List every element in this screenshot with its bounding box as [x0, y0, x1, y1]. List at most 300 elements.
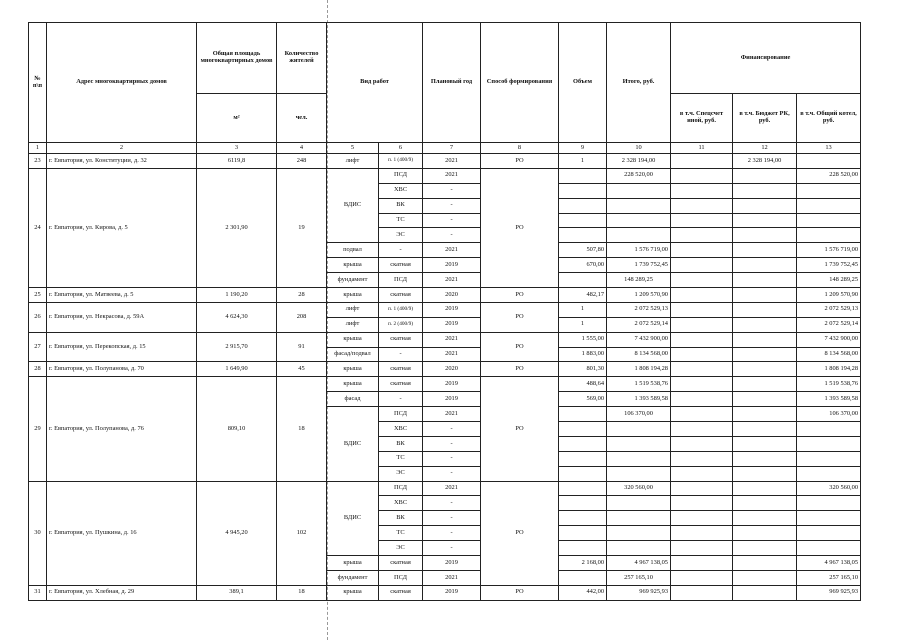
table-cell: 2021 — [423, 347, 481, 362]
table-cell: 148 289,25 — [797, 273, 861, 288]
table-cell: 2 072 529,13 — [797, 302, 861, 317]
table-cell — [797, 496, 861, 511]
table-cell: 6119,8 — [197, 154, 277, 169]
table-cell: г. Евпатория, ул. Кирова, д. 5 — [47, 168, 197, 287]
table-cell: 969 925,93 — [607, 585, 671, 600]
table-cell: крыша — [327, 332, 379, 347]
col-number: 7 — [423, 143, 481, 154]
table-cell — [671, 258, 733, 273]
table-cell: - — [423, 422, 481, 437]
table-cell — [733, 526, 797, 541]
table-cell: п. 2 (400/9) — [379, 317, 423, 332]
header-volume: Объем — [559, 23, 607, 143]
table-cell — [671, 377, 733, 392]
table-cell — [797, 228, 861, 243]
table-cell: фундамент — [327, 273, 379, 288]
table-cell: 23 — [29, 154, 47, 169]
table-cell — [733, 496, 797, 511]
table-cell: 1 — [559, 317, 607, 332]
table-cell: 809,10 — [197, 377, 277, 481]
table-cell: 2019 — [423, 302, 481, 317]
table-cell: 30 — [29, 481, 47, 585]
table-cell: 102 — [277, 481, 327, 585]
table-cell: 2 072 529,13 — [607, 302, 671, 317]
table-cell: г. Евпатория, ул. Полупанова, д. 70 — [47, 362, 197, 377]
table-cell — [559, 541, 607, 556]
table-cell: - — [423, 198, 481, 213]
table-cell — [797, 451, 861, 466]
table-cell: 4 967 138,05 — [797, 556, 861, 571]
table-cell: 7 432 900,00 — [797, 332, 861, 347]
table-cell: 2021 — [423, 243, 481, 258]
header-residents: Количество жителей — [277, 23, 327, 94]
table-cell — [733, 407, 797, 422]
table-cell: 208 — [277, 302, 327, 332]
table-cell: 2 301,90 — [197, 168, 277, 287]
table-cell — [733, 317, 797, 332]
table-cell — [797, 422, 861, 437]
table-cell — [607, 541, 671, 556]
table-cell — [607, 213, 671, 228]
table-cell: подвал — [327, 243, 379, 258]
col-number: 12 — [733, 143, 797, 154]
table-cell: - — [379, 392, 423, 407]
table-cell: фундамент — [327, 570, 379, 585]
table-cell: - — [423, 496, 481, 511]
table-cell: крыша — [327, 556, 379, 571]
table-cell: 2021 — [423, 154, 481, 169]
table-cell: РО — [481, 302, 559, 332]
table-cell: скатная — [379, 258, 423, 273]
table-cell — [797, 436, 861, 451]
table-cell — [733, 436, 797, 451]
table-cell: 4 624,30 — [197, 302, 277, 332]
table-cell — [733, 511, 797, 526]
table-cell: 257 165,10 — [607, 570, 671, 585]
table-cell: 320 560,00 — [607, 481, 671, 496]
table-cell — [733, 258, 797, 273]
table-cell: 27 — [29, 332, 47, 362]
table-cell: ЭС — [379, 541, 423, 556]
table-cell: 2019 — [423, 258, 481, 273]
table-cell: 320 560,00 — [797, 481, 861, 496]
table-cell — [671, 392, 733, 407]
table-cell — [733, 332, 797, 347]
table-cell — [671, 228, 733, 243]
table-cell — [559, 273, 607, 288]
table-cell — [671, 585, 733, 600]
table-cell — [671, 302, 733, 317]
table-cell: 45 — [277, 362, 327, 377]
table-row — [29, 481, 861, 496]
table-cell: 29 — [29, 377, 47, 481]
table-row — [29, 288, 861, 303]
table-cell: скатная — [379, 556, 423, 571]
table-cell — [671, 436, 733, 451]
table-body — [29, 154, 861, 601]
table-cell — [559, 213, 607, 228]
table-cell: скатная — [379, 332, 423, 347]
table-cell — [607, 496, 671, 511]
table-cell: РО — [481, 481, 559, 585]
col-number: 3 — [197, 143, 277, 154]
table-cell — [733, 228, 797, 243]
table-cell: 4 945,20 — [197, 481, 277, 585]
header-total: Итого, руб. — [607, 23, 671, 143]
table-cell: 18 — [277, 585, 327, 600]
table-cell: лифт — [327, 302, 379, 317]
table-cell: 2019 — [423, 392, 481, 407]
table-cell — [671, 526, 733, 541]
table-cell: 2021 — [423, 407, 481, 422]
table-cell: 8 134 568,00 — [797, 347, 861, 362]
table-cell: 25 — [29, 288, 47, 303]
table-cell: 28 — [277, 288, 327, 303]
table-row — [29, 168, 861, 183]
table-cell: РО — [481, 332, 559, 362]
table-cell — [559, 481, 607, 496]
table-cell: 1 — [559, 302, 607, 317]
table-cell: ПСД — [379, 407, 423, 422]
table-cell: 2 168,00 — [559, 556, 607, 571]
table-cell: ХВС — [379, 496, 423, 511]
table-cell — [607, 436, 671, 451]
table-cell: 2019 — [423, 585, 481, 600]
table-cell: 106 370,00 — [797, 407, 861, 422]
table-cell — [607, 451, 671, 466]
table-cell — [797, 198, 861, 213]
table-cell — [671, 198, 733, 213]
table-cell: 2021 — [423, 273, 481, 288]
table-cell — [733, 213, 797, 228]
table-cell: 2 915,70 — [197, 332, 277, 362]
table-cell: РО — [481, 585, 559, 600]
table-cell: 26 — [29, 302, 47, 332]
table-cell — [559, 466, 607, 481]
table-cell: 4 967 138,05 — [607, 556, 671, 571]
table-cell: 228 520,00 — [607, 168, 671, 183]
table-cell: 28 — [29, 362, 47, 377]
table-cell — [671, 556, 733, 571]
table-cell: РО — [481, 362, 559, 377]
table-cell: - — [379, 347, 423, 362]
table-cell: - — [423, 451, 481, 466]
table-row — [29, 362, 861, 377]
table-cell — [559, 496, 607, 511]
table-cell: крыша — [327, 585, 379, 600]
header-address: Адрес многоквартирных домов — [47, 23, 197, 143]
table-cell: 2021 — [423, 332, 481, 347]
table-cell: - — [423, 466, 481, 481]
table-cell: 2 328 194,00 — [607, 154, 671, 169]
table-cell: 248 — [277, 154, 327, 169]
table-cell — [733, 273, 797, 288]
table-cell — [671, 466, 733, 481]
header-fin-budget: в т.ч. Бюджет РК, руб. — [733, 94, 797, 143]
table-cell: 482,17 — [559, 288, 607, 303]
table-cell — [559, 422, 607, 437]
table-cell — [559, 436, 607, 451]
table-cell: ХВС — [379, 422, 423, 437]
table-cell: 2019 — [423, 556, 481, 571]
table-cell: РО — [481, 377, 559, 481]
table-cell: РО — [481, 288, 559, 303]
table-cell: ВДИС — [327, 481, 379, 555]
table-cell: 969 925,93 — [797, 585, 861, 600]
table-cell: ВК — [379, 511, 423, 526]
table-cell: 2 072 529,14 — [797, 317, 861, 332]
table-cell: 1 209 570,90 — [797, 288, 861, 303]
col-number: 10 — [607, 143, 671, 154]
table-cell: крыша — [327, 362, 379, 377]
table-cell — [671, 332, 733, 347]
header-area: Общая площадь многоквартирных домов — [197, 23, 277, 94]
table-cell — [607, 422, 671, 437]
table-header — [29, 23, 861, 154]
table-cell: г. Евпатория, ул. Перекопская, д. 15 — [47, 332, 197, 362]
table-cell: РО — [481, 154, 559, 169]
table-cell — [671, 481, 733, 496]
table-cell: - — [423, 541, 481, 556]
table-cell: г. Евпатория, ул. Хлебная, д. 29 — [47, 585, 197, 600]
table-cell: 106 370,00 — [607, 407, 671, 422]
table-cell: 1 808 194,28 — [797, 362, 861, 377]
table-cell — [733, 183, 797, 198]
header-num: № п\п — [29, 23, 47, 143]
table-cell: 2 328 194,00 — [733, 154, 797, 169]
table-cell — [797, 466, 861, 481]
table-cell: 148 289,25 — [607, 273, 671, 288]
col-number: 6 — [379, 143, 423, 154]
table-cell — [607, 511, 671, 526]
table-cell — [733, 585, 797, 600]
table-cell — [671, 511, 733, 526]
header-plan-year: Плановый год — [423, 23, 481, 143]
table-cell — [671, 362, 733, 377]
table-cell — [797, 213, 861, 228]
header-work-type: Вид работ — [327, 23, 423, 143]
table-cell — [559, 183, 607, 198]
table-cell: 670,00 — [559, 258, 607, 273]
table-cell — [671, 243, 733, 258]
table-cell: ПСД — [379, 570, 423, 585]
table-cell: 1 393 589,58 — [607, 392, 671, 407]
table-cell: ПСД — [379, 273, 423, 288]
table-cell — [733, 541, 797, 556]
table-cell: фасад/подвал — [327, 347, 379, 362]
table-cell: 19 — [277, 168, 327, 287]
table-cell: 1 393 589,58 — [797, 392, 861, 407]
table-cell: 442,00 — [559, 585, 607, 600]
table-cell: крыша — [327, 377, 379, 392]
table-cell — [733, 168, 797, 183]
table-cell: 2021 — [423, 168, 481, 183]
table-cell: ТС — [379, 451, 423, 466]
table-cell: лифт — [327, 317, 379, 332]
table-cell: ПСД — [379, 481, 423, 496]
table-cell: 1 209 570,90 — [607, 288, 671, 303]
table-cell: г. Евпатория, ул. Полупанова, д. 76 — [47, 377, 197, 481]
table-cell — [797, 154, 861, 169]
table-cell — [607, 183, 671, 198]
table-cell — [671, 288, 733, 303]
table-cell: 8 134 568,00 — [607, 347, 671, 362]
table-cell — [733, 302, 797, 317]
table-cell: 1 519 538,76 — [607, 377, 671, 392]
table-cell — [671, 154, 733, 169]
table-cell — [733, 347, 797, 362]
table-cell: - — [423, 213, 481, 228]
table-cell: крыша — [327, 288, 379, 303]
table-cell — [733, 198, 797, 213]
header-area-unit: м² — [197, 94, 277, 143]
table-cell: 1 519 538,76 — [797, 377, 861, 392]
table-cell: г. Евпатория, ул. Матвеева, д. 5 — [47, 288, 197, 303]
table-cell: г. Евпатория, ул. Конституции, д. 32 — [47, 154, 197, 169]
table-cell: - — [423, 228, 481, 243]
table-cell — [671, 496, 733, 511]
table-cell — [733, 570, 797, 585]
table-cell: г. Евпатория, ул. Некрасова, д. 59А — [47, 302, 197, 332]
table-cell — [607, 198, 671, 213]
table-cell — [607, 466, 671, 481]
col-number: 5 — [327, 143, 379, 154]
table-cell: 1 808 194,28 — [607, 362, 671, 377]
table-cell: 1 576 719,00 — [607, 243, 671, 258]
col-number: 4 — [277, 143, 327, 154]
table-cell: 507,80 — [559, 243, 607, 258]
table-cell: 1 883,00 — [559, 347, 607, 362]
table-cell — [671, 407, 733, 422]
table-cell: крыша — [327, 258, 379, 273]
table-cell: 2019 — [423, 377, 481, 392]
table-cell: 389,1 — [197, 585, 277, 600]
col-number: 2 — [47, 143, 197, 154]
table-cell: - — [423, 183, 481, 198]
table-cell: - — [379, 243, 423, 258]
col-number: 9 — [559, 143, 607, 154]
table-row — [29, 585, 861, 600]
table-cell — [559, 198, 607, 213]
table-cell: 228 520,00 — [797, 168, 861, 183]
table-cell — [733, 392, 797, 407]
col-number: 8 — [481, 143, 559, 154]
repair-program-table — [28, 22, 861, 601]
table-cell: 2 072 529,14 — [607, 317, 671, 332]
table-cell: 569,00 — [559, 392, 607, 407]
table-cell — [559, 511, 607, 526]
table-cell — [733, 377, 797, 392]
table-cell — [559, 168, 607, 183]
table-cell — [559, 228, 607, 243]
table-cell: ПСД — [379, 168, 423, 183]
table-cell — [733, 288, 797, 303]
table-cell: 18 — [277, 377, 327, 481]
table-cell: ВДИС — [327, 168, 379, 242]
table-cell: 2019 — [423, 317, 481, 332]
table-cell: 1 — [559, 154, 607, 169]
table-cell — [797, 541, 861, 556]
table-cell: 1 190,20 — [197, 288, 277, 303]
table-cell — [733, 466, 797, 481]
table-cell: 91 — [277, 332, 327, 362]
table-cell: скатная — [379, 362, 423, 377]
table-cell: 31 — [29, 585, 47, 600]
table-cell: ХВС — [379, 183, 423, 198]
table-cell: ТС — [379, 213, 423, 228]
table-cell — [733, 556, 797, 571]
table-cell — [797, 183, 861, 198]
table-cell — [559, 451, 607, 466]
table-cell: - — [423, 526, 481, 541]
table-cell — [559, 407, 607, 422]
table-cell — [733, 481, 797, 496]
table-cell: лифт — [327, 154, 379, 169]
table-cell: п. 1 (400/9) — [379, 154, 423, 169]
table-cell: п. 1 (400/9) — [379, 302, 423, 317]
header-financing: Финансирование — [671, 23, 861, 94]
table-cell: ЭС — [379, 228, 423, 243]
table-cell: г. Евпатория, ул. Пушкина, д. 16 — [47, 481, 197, 585]
table-row — [29, 377, 861, 392]
table-cell — [797, 526, 861, 541]
table-cell — [607, 526, 671, 541]
table-cell: 1 576 719,00 — [797, 243, 861, 258]
table-cell: 7 432 900,00 — [607, 332, 671, 347]
table-cell — [733, 451, 797, 466]
table-cell: ВК — [379, 436, 423, 451]
table-cell: 801,30 — [559, 362, 607, 377]
table-cell: ВК — [379, 198, 423, 213]
table-cell: 1 555,00 — [559, 332, 607, 347]
col-number: 13 — [797, 143, 861, 154]
table-cell: скатная — [379, 585, 423, 600]
table-cell: 2021 — [423, 570, 481, 585]
table-cell — [607, 228, 671, 243]
table-cell: 488,64 — [559, 377, 607, 392]
col-number: 1 — [29, 143, 47, 154]
table-row — [29, 302, 861, 317]
table-cell — [671, 168, 733, 183]
table-cell — [671, 422, 733, 437]
table-row — [29, 154, 861, 169]
table-cell: 2020 — [423, 362, 481, 377]
table-cell — [671, 451, 733, 466]
table-cell: 1 739 752,45 — [607, 258, 671, 273]
table-cell — [671, 317, 733, 332]
table-cell: 2021 — [423, 481, 481, 496]
table-cell: 257 165,10 — [797, 570, 861, 585]
table-cell — [559, 526, 607, 541]
table-row — [29, 332, 861, 347]
table-cell — [671, 273, 733, 288]
table-cell: - — [423, 436, 481, 451]
table-cell — [733, 243, 797, 258]
header-residents-unit: чел. — [277, 94, 327, 143]
table-cell — [733, 362, 797, 377]
header-fin-common: в т.ч. Общий котел, руб. — [797, 94, 861, 143]
table-cell: ВДИС — [327, 407, 379, 481]
table-cell — [559, 570, 607, 585]
table-cell: 1 649,90 — [197, 362, 277, 377]
table-cell: ТС — [379, 526, 423, 541]
table-cell: скатная — [379, 377, 423, 392]
table-cell: скатная — [379, 288, 423, 303]
table-cell — [797, 511, 861, 526]
header-fin-special: в т.ч. Спецсчет иной, руб. — [671, 94, 733, 143]
table-cell: ЭС — [379, 466, 423, 481]
table-cell — [733, 422, 797, 437]
